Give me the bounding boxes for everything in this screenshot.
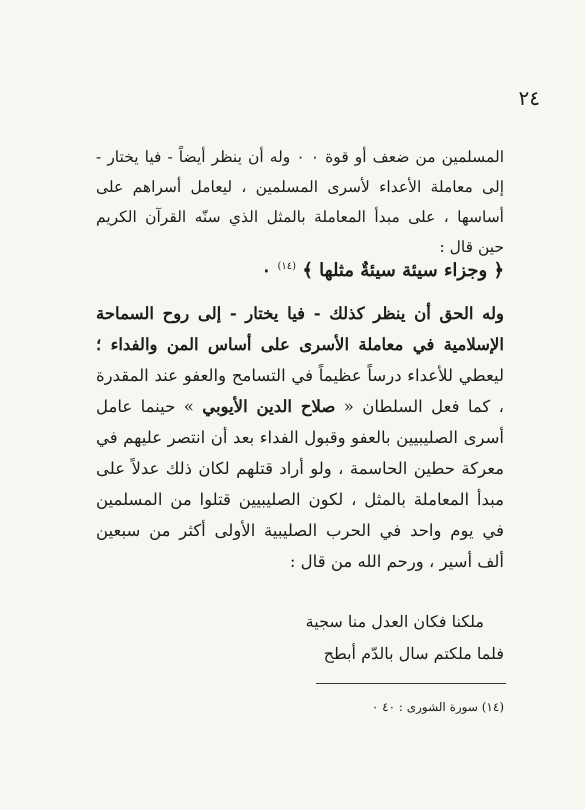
verse-end-mark: ٠ [261,260,272,281]
paragraph-2 [96,298,504,577]
quran-verse [200,252,504,286]
poem-line-2: فلما ملكتم سال بالدّم أبطح [323,644,504,663]
poem-line-1: ملكنا فكان العدل منا سجية [305,612,484,631]
footnote-divider [316,683,506,684]
page-number: ٢٤ [518,86,540,110]
footnote: (١٤) سورة الشورى : ٤٠ ٠ [371,700,504,714]
paragraph-2-text-b: » حينما عامل أسرى الصليبيين بالعفو وقبول الفداء بعد أن انتصر عليهم في معركة حطين الحاسمة ، ولو أراد قتلهم لكان ذلك عدلاً على مبدأ المعاملة بالمثل ، لكون الصليبيين قتلوا من المسلمين في يوم واحد في الحرب الصليبية الأولى أكثر من سبعين ألف أسير ، ورحم الله من قال : [96,397,504,571]
paragraph-1: المسلمين من ضعف أو قوة ٠ ٠ وله أن ينظر أيضاً - فيا يختار - إلى معاملة الأعداء لأسرى المسلمين ، ليعامل أسراهم على أساسها ، على مبدأ المعاملة بالمثل الذي سنّه القرآن الكريم حين قال : [96,148,504,256]
paragraph-2-text-a: ليعطي للأعداء درساً عظيماً في التسامح والعفو عند المقدرة ، كما فعل السلطان « [96,366,504,416]
bold-intro: وله الحق أن ينظر كذلك - فيا يختار - إلى روح السماحة الإسلامية في معاملة الأسرى على أساس المن والفداء ؛ [96,304,504,354]
bold-name: صلاح الدين الأيوبي [202,397,336,416]
verse-text: ﴿ وجزاء سيئة سيئةٌ مثلها ﴾ [302,260,504,281]
verse-footnote-ref: (١٤) [277,261,297,272]
